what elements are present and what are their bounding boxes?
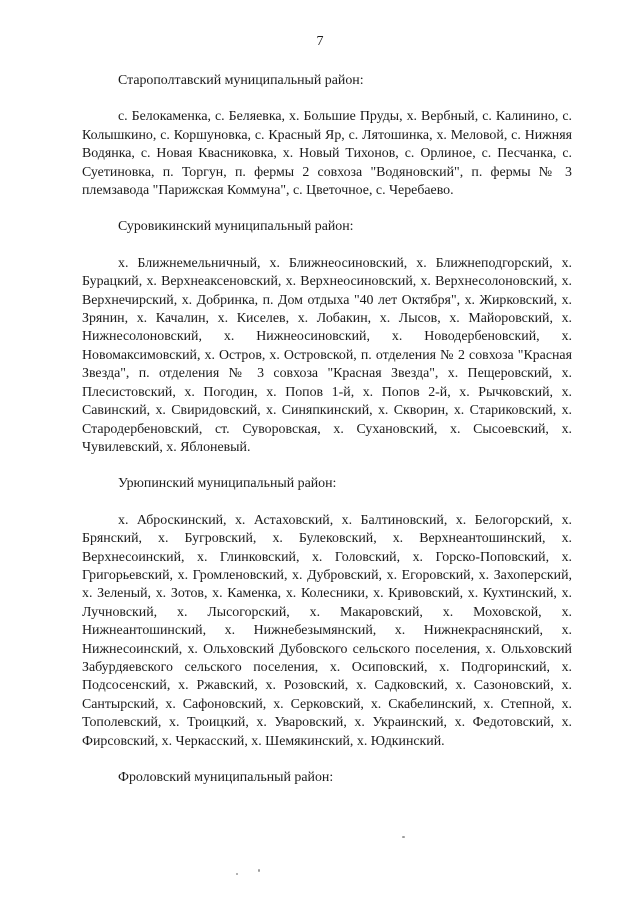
scan-speck — [236, 873, 238, 875]
section-text-starpoltavsky: с. Белокаменка, с. Беляевка, х. Большие Пруды, х. Вербный, с. Калинино, с. Колышкино, с. Коршуновка, с. Красный Яр, с. Лятошинка, х. Меловой, с. Нижняя Водянка, с. Новая Квасниковка, х. Новый Тихонов, с. Орлиное, с. Песчанка, с. Суетиновка, п. Торгун, п. фермы 2 совхоза "Водяновский", п. фермы № 3 племзавода "Парижская Коммуна", с. Цветочное, с. Черебаево. — [82, 109, 572, 199]
page-number: 7 — [316, 34, 324, 49]
section-heading-surovikinsky: Суровикинский муниципальный район: — [118, 219, 354, 235]
section-heading-uryupinsky: Урюпинский муниципальный район: — [118, 476, 337, 492]
scan-speck — [402, 836, 405, 838]
section-text-surovikinsky: х. Ближнемельничный, х. Ближнеосиновский, х. Ближнеподгорский, х. Бурацкий, х. Верхнеаксеновский, х. Верхнеосиновский, х. Верхнесолоновский, х. Верхнечирский, х. Добринка, п. Дом отдыха "40 лет Октября", х. Жирковский, х. Зрянин, х. Качалин, х. Киселев, х. Лобакин, х. Лысов, х. Майоровский, х. Нижнесолоновский, х. Нижнеосиновский, х. Новодербеновский, х. Новомаксимовский, х. Остров, х. Островской, п. отделения № 2 совхоза "Красная Звезда", п. отделения № 3 совхоза "Красная Звезда", х. Пещеровский, х. Плесистовский, х. Погодин, х. Попов 1-й, х. Попов 2-й, х. Рычковский, х. Савинский, х. Свиридовский, х. Синяпкинский, х. Скворин, х. Стариковский, х. Стародербеновский, ст. Суворовская, х. Сухановский, х. Сысоевский, х. Чувилевский, х. Яблоневый. — [82, 255, 572, 455]
section-heading-frolovsky: Фроловский муниципальный район: — [118, 770, 334, 785]
document-body — [82, 72, 572, 787]
scan-speck — [258, 869, 260, 872]
section-heading-starpoltavsky: Старополтавский муниципальный район: — [118, 73, 364, 88]
section-text-uryupinsky: х. Аброскинский, х. Астаховский, х. Балтиновский, х. Белогорский, х. Брянский, х. Бугровский, х. Булековский, х. Верхнеантошинский, х. Верхнесоинский, х. Глинковский, х. Головский, х. Горско-Поповский, х. Григорьевский, х. Громленовский, х. Дубровский, х. Егоровский, х. Захоперский, х. Зеленый, х. Зотов, х. Каменка, х. Колесники, х. Кривовский, х. Кухтинский, х. Лучновский, х. Лысогорский, х. Макаровский, х. Моховской, х. Нижнеантошинский, х. Нижнебезымянский, х. Нижнекраснянский, х. Нижнесоинский, х. Ольховский Дубовского сельского поселения, х. Ольховский Забурдяевского сельского поселения, х. Осиповский, х. Подгоринский, х. Подсосенский, х. Ржавский, х. Розовский, х. Садковский, х. Сазоновский, х. Сантырский, х. Сафоновский, х. Серковский, х. Скабелинский, х. Степной, х. Тополевский, х. Троицкий, х. Уваровский, х. Украинский, х. Федотовский, х. Фирсовский, х. Черкасский, х. Шемякинский, х. Юдкинский. — [82, 512, 572, 749]
